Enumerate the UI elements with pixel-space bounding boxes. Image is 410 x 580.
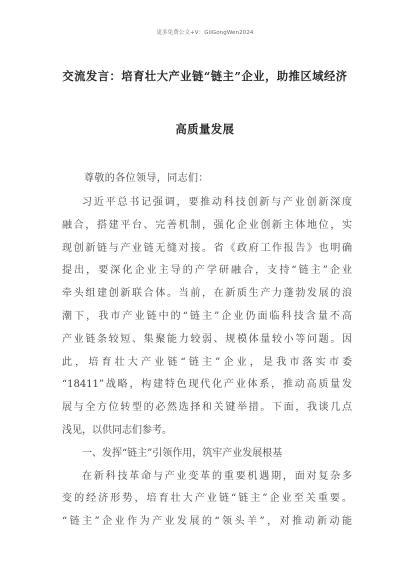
- body-line: 在新科技革命与产业变革的重要机遇期，面对复杂多: [82, 470, 352, 482]
- body-line: “链主”企业作为产业发展的“领头羊”，对推动新动能: [62, 516, 352, 528]
- body-line: 融合，搭建平台、完善机制，强化企业创新主体地位，实: [62, 219, 352, 231]
- body-line: 此，培育壮大产业链“链主”企业，是我市落实市委: [62, 356, 352, 368]
- body-line: 展与全方位转型的必然选择和关键举措。下面，我谈几点: [62, 402, 352, 414]
- document-title-line-2: 高质量发展: [175, 122, 235, 136]
- body-line: 习近平总书记强调，要推动科技创新与产业创新深度: [82, 197, 352, 208]
- body-line: 变的经济形势，培育壮大产业链“链主”企业至关重要。: [62, 493, 352, 505]
- section-heading: 一、发挥“链主”引领作用，筑牢产业发展根基: [82, 447, 283, 459]
- body-line: 现创新链与产业链无缝对接。省《政府工作报告》也明确: [62, 242, 352, 254]
- body-line: 提出，要深化企业主导的产学研融合，支持“链主”企业: [62, 265, 352, 277]
- body-line: “18411”战略，构建特色现代化产业体系，推动高质量发: [62, 379, 352, 391]
- document-title-line-1: 交流发言：培育壮大产业链“链主”企业，助推区域经济: [62, 69, 348, 83]
- header-note: 更多免费公文+V：GilGongWen2024: [156, 30, 254, 36]
- body-line: 浅见，以供同志们参考。: [62, 424, 172, 436]
- body-line: 牵头组建创新联合体。当前，在新质生产力蓬勃发展的浪: [62, 288, 352, 300]
- body-line: 产业链条较短、集聚能力较弱、规模体量较小等问题。因: [62, 333, 352, 345]
- body-line: 潮下，我市产业链中的“链主”企业仍面临科技含量不高: [62, 310, 352, 322]
- body-text: [62, 192, 352, 534]
- salutation: 尊敬的各位领导，同志们：: [84, 173, 209, 184]
